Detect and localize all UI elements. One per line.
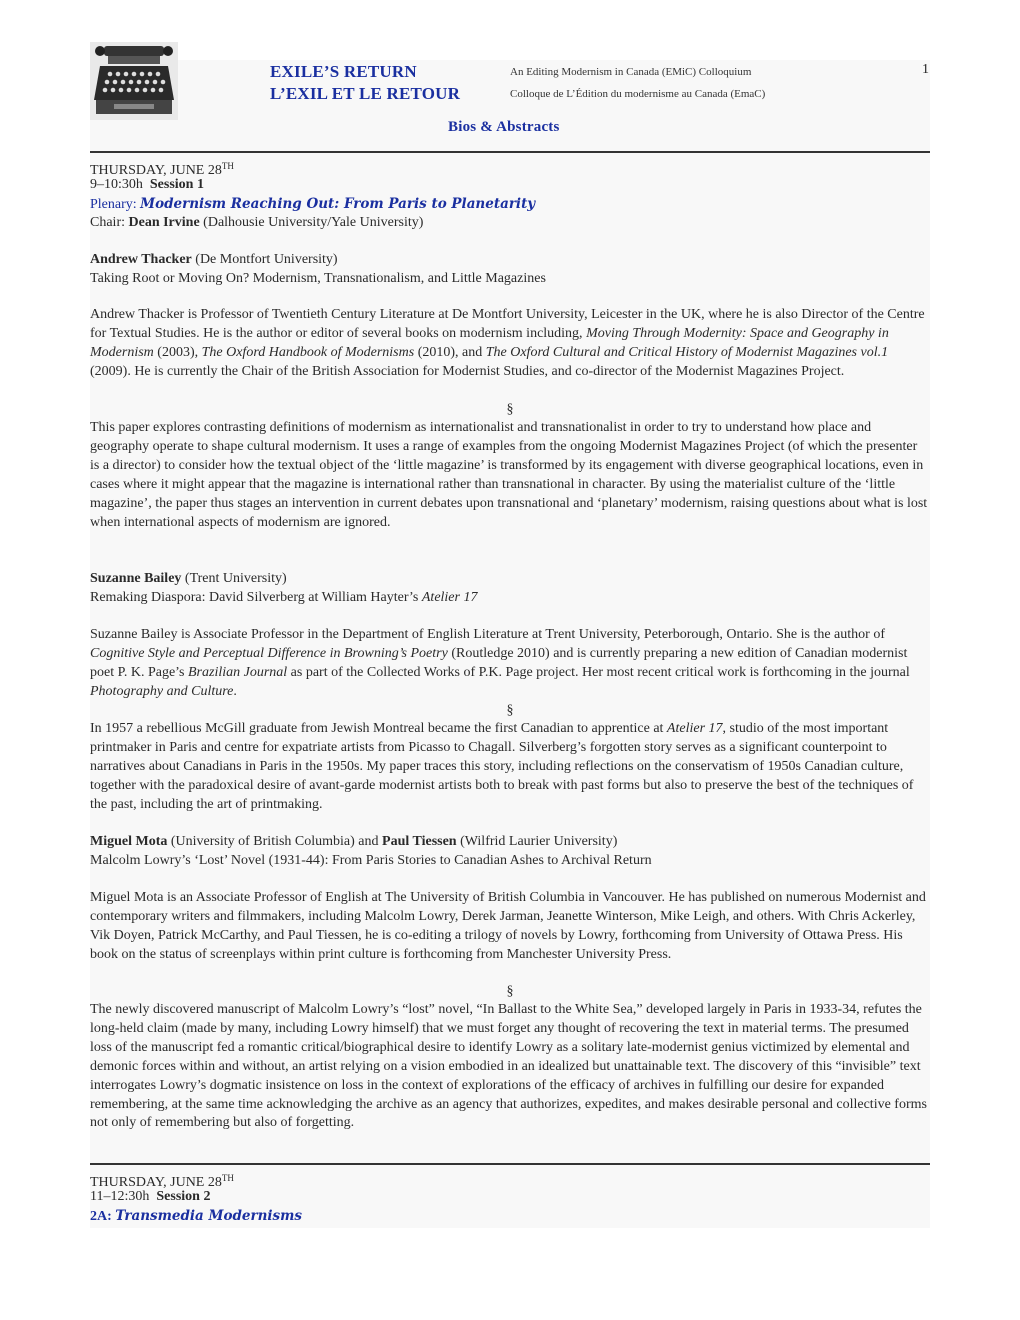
speaker-bailey: Suzanne Bailey (Trent University) [90,571,287,586]
subtitle-fr: Colloque de L’Édition du modernisme au Canada (EmaC) [510,88,766,100]
abstract-bailey: In 1957 a rebellious McGill graduate from Jewish Montreal became the first Canadian to apprentice at Atelier 17, studio of the most important printmaker in Paris and centre for expatriate artists from Picasso to Chagall. Silverberg’s forgotten story serves as a significant counterpoint to narratives about Canadians in Paris in the 1950s. My paper traces this story, including reflections on the conservatism of 1950s Canadian culture, together with the paradoxical desire of avant-garde modernist artists both to break with past forms but also to preserve the best of the techniques of the past, including the art of printmaking. [90,721,914,812]
panel-2a-line: 2A: Transmedia Modernisms [90,1208,303,1224]
session1-time: 9–10:30h Session 1 [90,177,204,192]
page-number: 1 [922,62,929,77]
typewriter-logo [90,42,178,120]
speaker-thacker: Andrew Thacker (De Montfort University) [90,252,338,267]
session2-day: THURSDAY, JUNE 28TH [90,1173,234,1190]
plenary-title: Modernism Reaching Out: From Paris to Planetarity [140,196,536,212]
divider-session2 [90,1163,930,1165]
talk-title-thacker: Taking Root or Moving On? Modernism, Transnationalism, and Little Magazines [90,271,546,286]
divider-top [90,151,930,153]
abstract-thacker: This paper explores contrasting definitions of modernism as internationalist and transnationalist in order to try to understand how place and geography operate to shape cultural modernism. It uses a range of examples from the ongoing Modernist Magazines Project (of which the presenter is a director) to consider how the textual object of the ‘little magazine’ is transformed by its engagement with diverse geographical locations, even in cases where it might appear that the magazine is international rather than transnational in character. By using the materialist culture of the ‘little magazine’, the paper thus stages an intervention in current debates upon transnational and ‘planetary’ modernism, raising questions about what is lost when international aspects of modernism are ignored. [90,420,928,530]
plenary-line: Plenary: Modernism Reaching Out: From Paris to Planetarity [90,196,536,212]
chair-line: Chair: Dean Irvine (Dalhousie University/Yale University) [90,215,424,230]
abstract-mota: The newly discovered manuscript of Malcolm Lowry’s “lost” novel, “In Ballast to the White Sea,” developed largely in Paris in 1933-34, refutes the long-held claim (made by many, including Lowry himself) that we must forget any thought of recovering the text in material terms. The presumed loss of the manuscript fed a romantic critical/biographical desire to identify Lowry as a solitary late-modernist genius victimized by elemental and demonic forces within and without, an artist relying on a vision embodied in an idealized but unattainable text. The discovery of this “invisible” text interrogates Lowry’s dogmatic insistence on loss in the context of explorations of the efficacy of archives in fulfilling our desire for expanded remembering, at the same time acknowledging the archive as an agency that authorizes, expedites, and makes desirable personal and collective forms not only of remembering but also of forgetting. [90,1002,927,1131]
subtitle-en: An Editing Modernism in Canada (EMiC) Colloquium [510,66,752,78]
panel-2a-title: Transmedia Modernisms [115,1208,303,1224]
bio-thacker: Andrew Thacker is Professor of Twentieth Century Literature at De Montfort University, Leicester in the UK, where he is also Director of the Centre for Textual Studies. He is the author or editor of several books on modernism including, Moving Through Modernity: Space and Geography in Modernism (2003), The Oxford Handbook of Modernisms (2010), and The Oxford Cultural and Critical History of Modernist Magazines vol.1 (2009). He is currently the Chair of the British Association for Modernist Studies, and co-director of the Modernist Magazines Project. [90,307,925,379]
session1-day: THURSDAY, JUNE 28TH [90,161,234,178]
talk-title-bailey: Remaking Diaspora: David Silverberg at William Hayter’s Atelier 17 [90,590,478,605]
section-mark: § [506,402,514,417]
bio-mota: Miguel Mota is an Associate Professor of English at The University of British Columbia in Vancouver. He has published on numerous Modernist and contemporary writers and filmmakers, including Malcolm Lowry, Derek Jarman, Jeanette Winterson, Mike Leigh, and others. With Chris Ackerley, Vik Doyen, Patrick McCarthy, and Paul Tiessen, he is co-editing a trilogy of novels by Lowry, forthcoming from University of Ottawa Press. His book on the status of screenplays within print culture is forthcoming from Manchester University Press. [90,890,926,962]
section-mark: § [506,703,514,718]
talk-title-mota: Malcolm Lowry’s ‘Lost’ Novel (1931-44): From Paris Stories to Canadian Ashes to Archival Return [90,853,652,868]
section-title: Bios & Abstracts [448,119,560,135]
section-mark: § [506,984,514,999]
speaker-mota-tiessen: Miguel Mota (University of British Columbia) and Paul Tiessen (Wilfrid Laurier University) [90,834,618,849]
bio-bailey: Suzanne Bailey is Associate Professor in the Department of English Literature at Trent University, Peterborough, Ontario. She is the author of Cognitive Style and Perceptual Difference in Browning’s Poetry (Routledge 2010) and is currently preparing a new edition of Canadian modernist poet P. K. Page’s Brazilian Journal as part of the Collected Works of P.K. Page project. Her most recent critical work is forthcoming in the journal Photography and Culture. [90,627,910,699]
title-en: EXILE’S RETURN [270,62,417,81]
session2-time: 11–12:30h Session 2 [90,1189,211,1204]
title-fr: L’EXIL ET LE RETOUR [270,84,461,103]
